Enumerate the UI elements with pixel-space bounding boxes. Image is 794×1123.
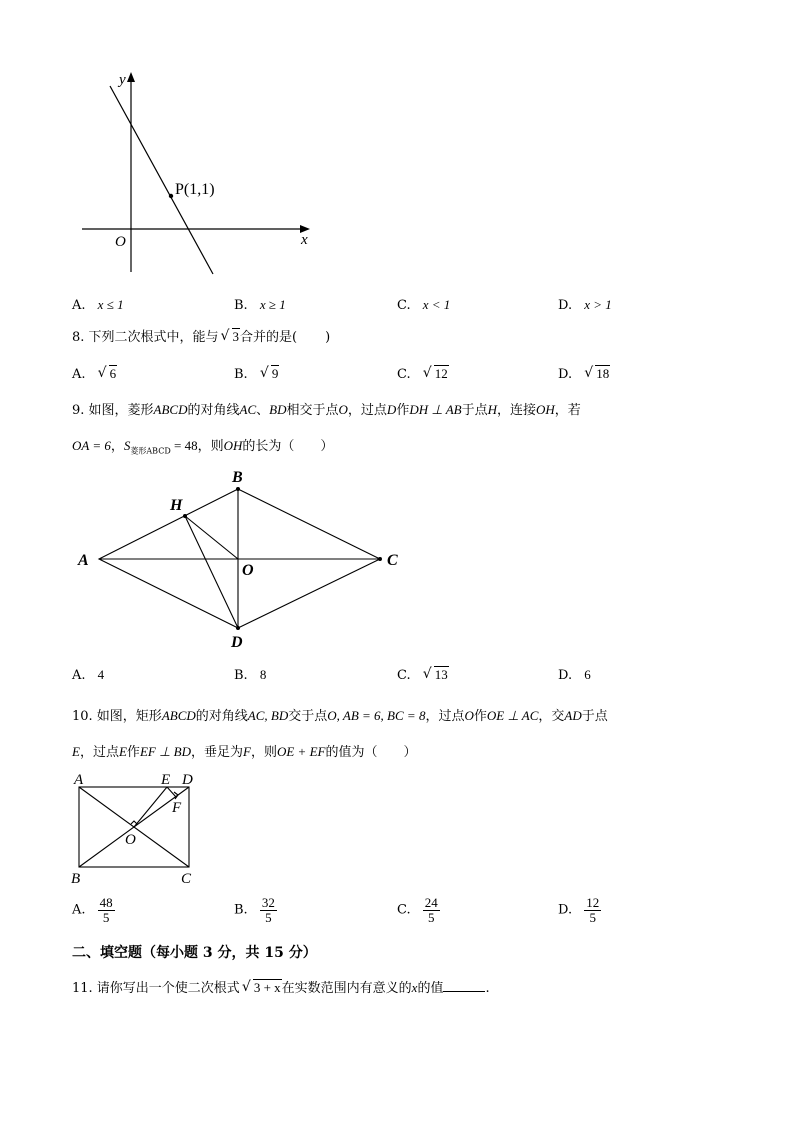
section-title: 二、填空题（每小题 3 分，共 15 分） (72, 945, 317, 961)
point-b (236, 487, 240, 491)
point-c (378, 557, 382, 561)
label-c: C (181, 871, 192, 887)
q9-option-c[interactable]: C. √ 13 (397, 667, 449, 684)
label-d: D (231, 634, 243, 651)
option-value: x < 1 (422, 297, 451, 312)
label-b: B (71, 871, 81, 887)
q7-graph (70, 66, 330, 286)
option-value: x ≥ 1 (259, 297, 286, 312)
q8-stem: 8. 下列二次根式中，能与√ 3合并的是( ) (72, 329, 330, 346)
q9-option-b[interactable]: B. 8 (234, 667, 267, 683)
point-p-label: P(1,1) (175, 181, 215, 198)
q10-option-d[interactable]: D. $\frac{12}{5}$ (558, 895, 600, 925)
segment-dh (185, 516, 238, 628)
x-label: x (301, 232, 308, 248)
q7-option-c[interactable] (397, 297, 450, 314)
label-h: H (170, 497, 183, 514)
label-e: E (161, 772, 171, 788)
y-axis-arrow (127, 72, 135, 82)
sqrt-3-plus-x: √ 3 + x (242, 980, 282, 997)
option-letter: C. (397, 298, 411, 313)
q7-option-d[interactable] (558, 297, 612, 314)
label-a: A (74, 772, 84, 788)
q9-rhombus-figure (70, 466, 410, 656)
q7-option-a[interactable] (72, 297, 124, 314)
q10-option-c[interactable]: C. $\frac{24}{5}$ (397, 895, 438, 925)
option-letter: B. (234, 298, 248, 313)
label-o: O (242, 562, 254, 579)
label-b: B (232, 469, 243, 486)
y-label: y (119, 72, 126, 88)
q9-stem-line2: OA = 6，$S_{菱形ABCD} = 48$，则OH的长为（ ） (72, 438, 334, 456)
q8-option-d[interactable]: D. √ 18 (558, 366, 610, 383)
q9-option-d[interactable]: D. 6 (558, 667, 591, 683)
label-o: O (125, 832, 136, 848)
label-f: F (172, 800, 182, 816)
option-value: x > 1 (584, 297, 612, 312)
origin-label: O (115, 234, 126, 250)
q10-rectangle-figure (68, 770, 208, 890)
segment-oh (185, 516, 238, 559)
option-value: x ≤ 1 (97, 297, 124, 312)
right-angle-o (131, 821, 137, 824)
q11-stem: 11. 请你写出一个使二次根式√ 3 + x在实数范围内有意义的x的值 . (72, 979, 490, 997)
label-c: C (387, 552, 398, 569)
q8-option-c[interactable]: C. √ 12 (397, 366, 449, 383)
sqrt-3: √ 3 (221, 329, 241, 346)
q10-stem-line2: E，过点E作EF ⊥ BD，垂足为F，则OE + EF的值为（ ） (72, 744, 417, 760)
q9-option-a[interactable]: A. 4 (72, 667, 105, 683)
q10-option-b[interactable]: B. $\frac{32}{5}$ (234, 895, 275, 925)
option-letter: D. (558, 298, 573, 313)
q8-option-b[interactable]: B. √ 9 (234, 366, 279, 383)
q7-option-b[interactable] (234, 297, 286, 314)
q10-option-a[interactable]: A. $\frac{48}{5}$ (72, 895, 113, 925)
option-letter: A. (72, 298, 86, 313)
q9-stem-line1: 9. 如图，菱形ABCD的对角线AC、BD相交于点O，过点D作DH ⊥ AB于点H，连接OH，若 (72, 402, 581, 418)
q10-stem-line1: 10. 如图，矩形ABCD的对角线AC, BD交于点O, AB = 6, BC = 8，过点O作OE ⊥ AC，交AD于点 (72, 708, 608, 724)
point-h (183, 514, 187, 518)
point-d (236, 626, 240, 630)
point-p (169, 194, 173, 198)
q8-option-a[interactable]: A. √ 6 (72, 366, 117, 383)
answer-blank[interactable] (443, 979, 485, 992)
label-d: D (182, 772, 193, 788)
label-a: A (78, 552, 89, 569)
